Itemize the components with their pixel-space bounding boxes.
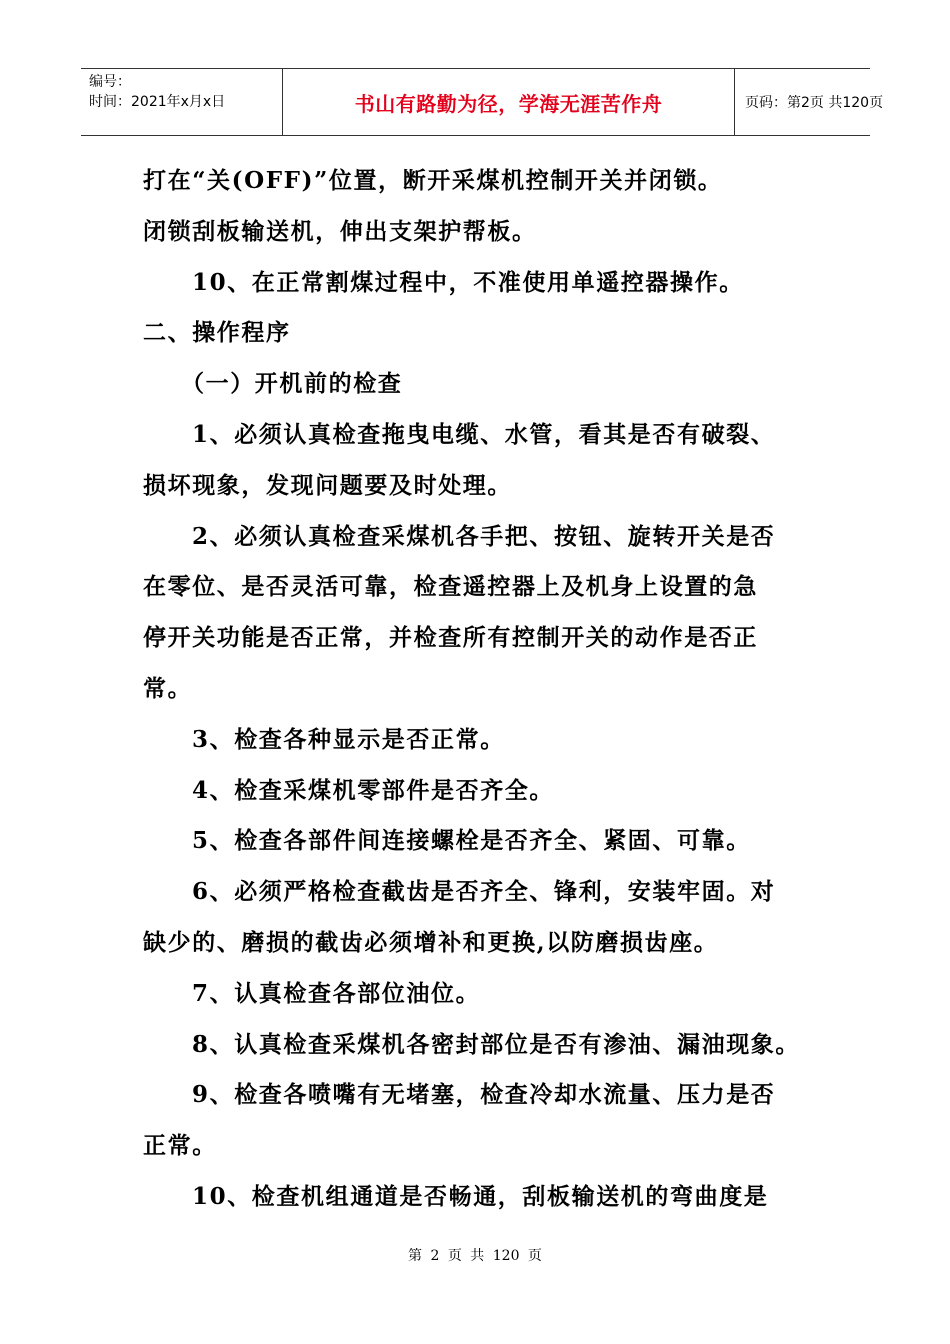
text-line: 8、认真检查采煤机各密封部位是否有渗油、漏油现象。 — [192, 1030, 801, 1058]
section-heading: 二、操作程序 — [143, 319, 291, 347]
text-line: 5、检查各部件间连接螺栓是否齐全、紧固、可靠。 — [192, 827, 751, 855]
text-line: 9、检查各喷嘴有无堵塞，检查冷却水流量、压力是否 — [192, 1081, 776, 1109]
document-body — [143, 156, 811, 1223]
text-line: 常。 — [143, 674, 193, 702]
serial-number-label: 编号： — [89, 74, 131, 90]
text-line: 闭锁刮板输送机，伸出支架护帮板。 — [143, 217, 537, 245]
page-number-label: 页码：第2页 共120页 — [745, 95, 884, 111]
text-line: 10、在正常割煤过程中，不准使用单遥控器操作。 — [192, 268, 744, 296]
text-line: 4、检查采煤机零部件是否齐全。 — [192, 776, 555, 804]
text-line: 3、检查各种显示是否正常。 — [192, 725, 505, 753]
page-header — [81, 68, 884, 136]
text-line: 6、必须严格检查截齿是否齐全、锋利，安装牢固。对 — [192, 878, 776, 906]
text-line: 损坏现象，发现问题要及时处理。 — [143, 471, 512, 499]
text-line: 1、必须认真检查拖曳电缆、水管，看其是否有破裂、 — [192, 420, 776, 448]
page-footer: 第 2 页 共 120 页 — [408, 1248, 542, 1264]
text-line: 停开关功能是否正常，并检查所有控制开关的动作是否正 — [143, 624, 758, 652]
header-motto-cell — [282, 69, 735, 135]
text-line: 缺少的、磨损的截齿必须增补和更换,以防磨损齿座。 — [143, 928, 719, 956]
text-line: 在零位、是否灵活可靠，检查遥控器上及机身上设置的急 — [143, 573, 758, 601]
date-label: 时间：2021年x月x日 — [89, 94, 226, 110]
text-line: 打在“关(OFF)”位置，断开采煤机控制开关并闭锁。 — [143, 167, 723, 194]
text-line: 10、检查机组通道是否畅通，刮板输送机的弯曲度是 — [192, 1182, 769, 1210]
motto-text: 书山有路勤为径，学海无涯苦作舟 — [354, 91, 663, 116]
subsection-heading: （一）开机前的检查 — [181, 370, 403, 398]
text-line: 7、认真检查各部位油位。 — [192, 979, 481, 1007]
header-page-cell — [735, 69, 884, 135]
text-line: 正常。 — [143, 1132, 217, 1160]
text-line: 2、必须认真检查采煤机各手把、按钮、旋转开关是否 — [192, 522, 776, 550]
header-info — [81, 69, 282, 135]
